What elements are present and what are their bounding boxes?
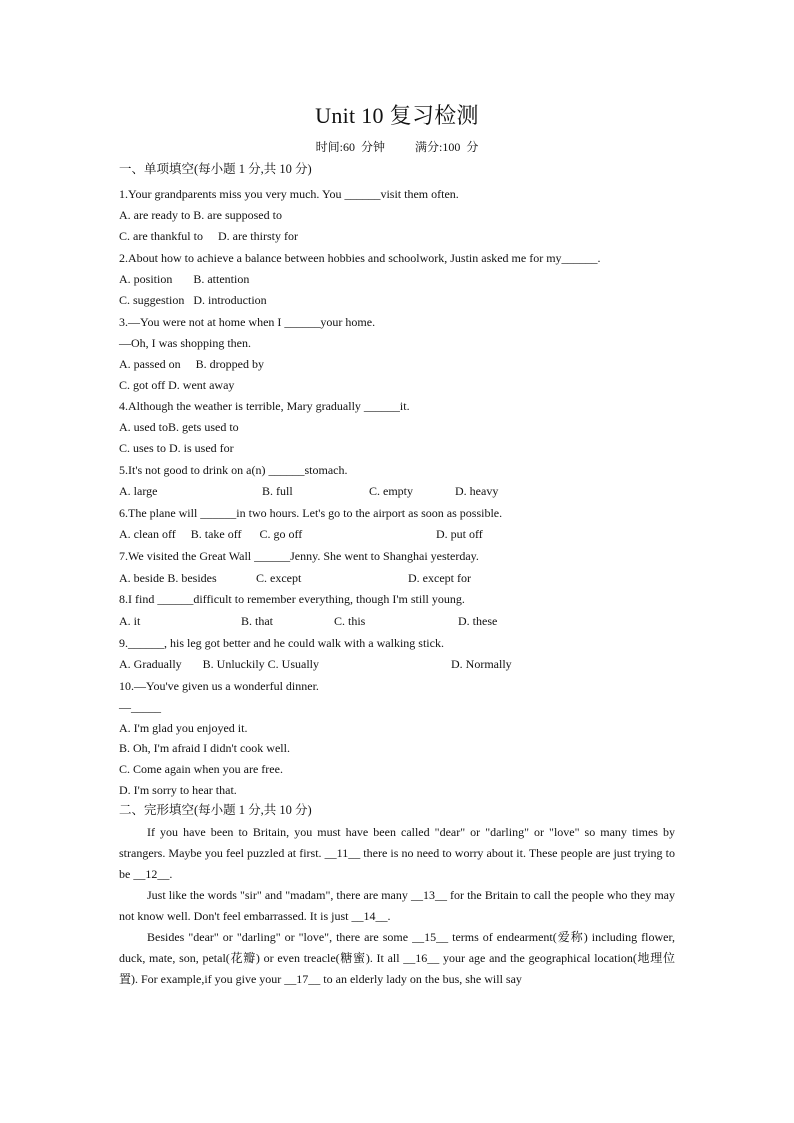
question-9-stem: 9.______, his leg got better and he could walk with a walking stick. <box>119 636 444 650</box>
question-10-stem: 10.—You've given us a wonderful dinner. <box>119 679 319 693</box>
question-5-option-d: D. heavy <box>455 484 499 498</box>
section-heading-single-choice: 一、单项填空(每小题 1 分,共 10 分) <box>119 162 312 176</box>
cloze-paragraph-1: If you have been to Britain, you must have been called "dear" or "darling" or "love" so many times by strangers. Maybe you feel puzzled at first. __11__ there is no need to worry about it. These people are just trying to be __12__. <box>119 825 675 881</box>
question-8-option-b: B. that <box>241 614 273 628</box>
question-6-option-d: D. put off <box>436 527 483 541</box>
question-3-reply: —Oh, I was shopping then. <box>119 336 251 350</box>
cloze-paragraph-2: Just like the words "sir" and "madam", there are many __13__ for the Britain to call the people who they may not know well. Don't feel embarrassed. It is just __14__. <box>119 888 675 923</box>
question-3-options-ab: A. passed on B. dropped by <box>119 357 264 371</box>
question-7-option-c: C. except <box>256 571 302 585</box>
question-7-options-ab: A. beside B. besides <box>119 571 217 585</box>
question-2-options-ab: A. position B. attention <box>119 272 250 286</box>
question-7-stem: 7.We visited the Great Wall ______Jenny. She went to Shanghai yesterday. <box>119 549 479 563</box>
question-5-option-a: A. large <box>119 484 158 498</box>
question-8-stem: 8.I find ______difficult to remember everything, though I'm still young. <box>119 592 465 606</box>
question-2-stem: 2.About how to achieve a balance between hobbies and schoolwork, Justin asked me for my______. <box>119 251 601 265</box>
question-8-option-d: D. these <box>458 614 498 628</box>
question-1-options-ab: A. are ready to B. are supposed to <box>119 208 282 222</box>
question-5-option-b: B. full <box>262 484 293 498</box>
question-9-options-abc: A. Gradually B. Unluckily C. Usually <box>119 657 319 671</box>
question-1-stem: 1.Your grandparents miss you very much. You ______visit them often. <box>119 187 459 201</box>
question-5-stem: 5.It's not good to drink on a(n) ______stomach. <box>119 463 348 477</box>
question-7-option-d: D. except for <box>408 571 471 585</box>
question-8-option-a: A. it <box>119 614 141 628</box>
question-3-stem: 3.—You were not at home when I ______your home. <box>119 315 376 329</box>
cloze-paragraph-3: Besides "dear" or "darling" or "love", there are some __15__ terms of endearment(爱称) including flower, duck, mate, son, petal(花瓣) or even treacle(糖蜜). It all __16__ your age and the geographical location(地理位置). For example,if you give your __17__ to an elderly lady on the bus, she will say <box>119 930 675 986</box>
question-5-option-c: C. empty <box>369 484 413 498</box>
question-8-option-c: C. this <box>334 614 366 628</box>
question-9-option-d: D. Normally <box>451 657 512 671</box>
question-4-options-cd: C. uses to D. is used for <box>119 441 234 455</box>
cloze-passage <box>119 822 675 990</box>
exam-info: 时间:60 分钟 满分:100 分 <box>315 140 479 154</box>
question-10-option-b: B. Oh, I'm afraid I didn't cook well. <box>119 741 290 755</box>
question-1-options-cd: C. are thankful to D. are thirsty for <box>119 229 298 243</box>
question-10-option-d: D. I'm sorry to hear that. <box>119 783 237 797</box>
question-4-options-ab: A. used toB. gets used to <box>119 420 239 434</box>
page-title: Unit 10 复习检测 <box>315 103 479 128</box>
question-4-stem: 4.Although the weather is terrible, Mary gradually ______it. <box>119 399 410 413</box>
question-6-options-abc: A. clean off B. take off C. go off <box>119 527 303 541</box>
question-10-option-a: A. I'm glad you enjoyed it. <box>119 721 248 735</box>
section-heading-cloze: 二、完形填空(每小题 1 分,共 10 分) <box>119 803 312 817</box>
question-3-options-cd: C. got off D. went away <box>119 378 235 392</box>
question-2-options-cd: C. suggestion D. introduction <box>119 293 267 307</box>
question-10-option-c: C. Come again when you are free. <box>119 762 283 776</box>
question-10-reply: —_____ <box>119 700 161 714</box>
question-6-stem: 6.The plane will ______in two hours. Let's go to the airport as soon as possible. <box>119 506 503 520</box>
